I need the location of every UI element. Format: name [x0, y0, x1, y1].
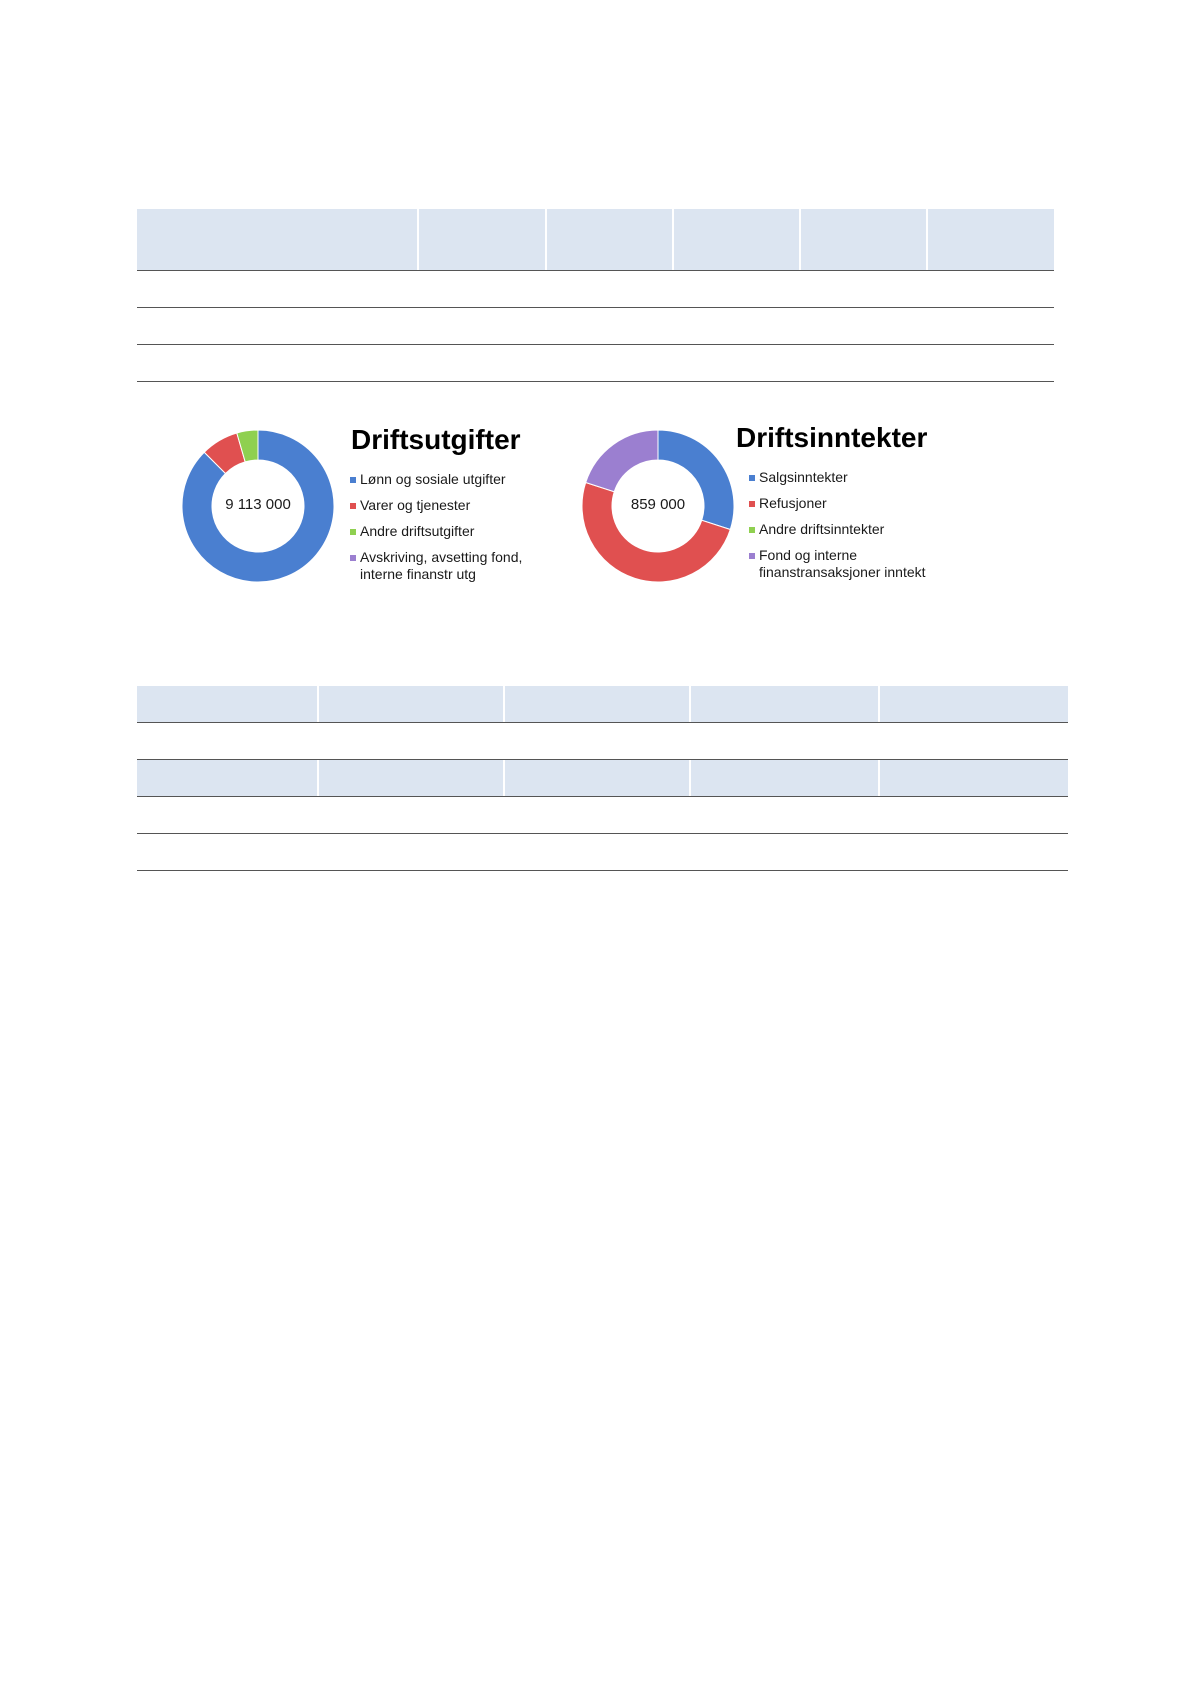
bottom-table-header-cell [689, 686, 691, 722]
bottom-table-header-row [137, 686, 1068, 723]
legend-item-varer-og-tjenester [350, 497, 560, 514]
legend-label: Lønn og sosiale utgifter [360, 471, 506, 487]
legend-item-andre-driftsinntekter [749, 521, 979, 538]
top-table-header-cell [926, 209, 928, 270]
legend-marker [350, 477, 356, 483]
driftsutgifter-total: 9 113 000 [225, 496, 291, 513]
top-table-header-cell [799, 209, 801, 270]
table-row [137, 308, 1054, 345]
driftsinntekter-donut [580, 428, 736, 584]
top-table-header-cell [672, 209, 674, 270]
bottom-table-header-cell [317, 686, 319, 722]
driftsutgifter-donut [180, 428, 336, 584]
table-row [137, 797, 1068, 834]
top-table-header-row [137, 209, 1054, 271]
legend-marker [749, 475, 755, 481]
bottom-table-header-cell [689, 760, 691, 796]
top-table-header-cell [417, 209, 419, 270]
bottom-table [137, 686, 1068, 871]
legend-item-lønn-og-sosiale-utgifter [350, 471, 560, 488]
legend-label: Avskriving, avsetting fond, interne finanstr utg [360, 549, 523, 582]
donut-slice-fond-og-interne-finanstransaksjoner-inntekt [586, 430, 658, 492]
driftsutgifter-title: Driftsutgifter [351, 424, 521, 455]
legend-label: Andre driftsutgifter [360, 523, 475, 539]
table-row [137, 723, 1068, 760]
legend-item-refusjoner [749, 495, 979, 512]
bottom-table-header-cell [503, 760, 505, 796]
legend-label: Salgsinntekter [759, 469, 848, 485]
legend-label: Varer og tjenester [360, 497, 471, 513]
legend-item-avskriving-avsetting-fond-interne-finanstr-utg [350, 549, 560, 583]
driftsinntekter-total: 859 000 [630, 496, 686, 513]
bottom-table-header-cell [503, 686, 505, 722]
legend-item-salgsinntekter [749, 469, 979, 486]
top-table [137, 209, 1054, 382]
driftsinntekter-legend [749, 469, 979, 590]
legend-label: Andre driftsinntekter [759, 521, 885, 537]
legend-label: Refusjoner [759, 495, 827, 511]
legend-marker [749, 553, 755, 559]
legend-label: Fond og interne finanstransaksjoner inntekt [759, 547, 926, 580]
table-row [137, 271, 1054, 308]
bottom-table-header-cell [878, 760, 880, 796]
bottom-table-header-cell [878, 686, 880, 722]
legend-marker [749, 501, 755, 507]
driftsutgifter-legend [350, 471, 560, 592]
legend-marker [350, 555, 356, 561]
legend-marker [350, 529, 356, 535]
donut-slice-salgsinntekter [658, 430, 734, 529]
table-row [137, 345, 1054, 382]
legend-marker [350, 503, 356, 509]
legend-marker [749, 527, 755, 533]
table-row [137, 834, 1068, 871]
top-table-header-cell [545, 209, 547, 270]
bottom-table-subheader-row [137, 760, 1068, 797]
legend-item-andre-driftsutgifter [350, 523, 560, 540]
bottom-table-header-cell [317, 760, 319, 796]
legend-item-fond-og-interne-finanstransaksjoner-inntekt [749, 547, 979, 581]
driftsinntekter-title: Driftsinntekter [736, 422, 928, 453]
